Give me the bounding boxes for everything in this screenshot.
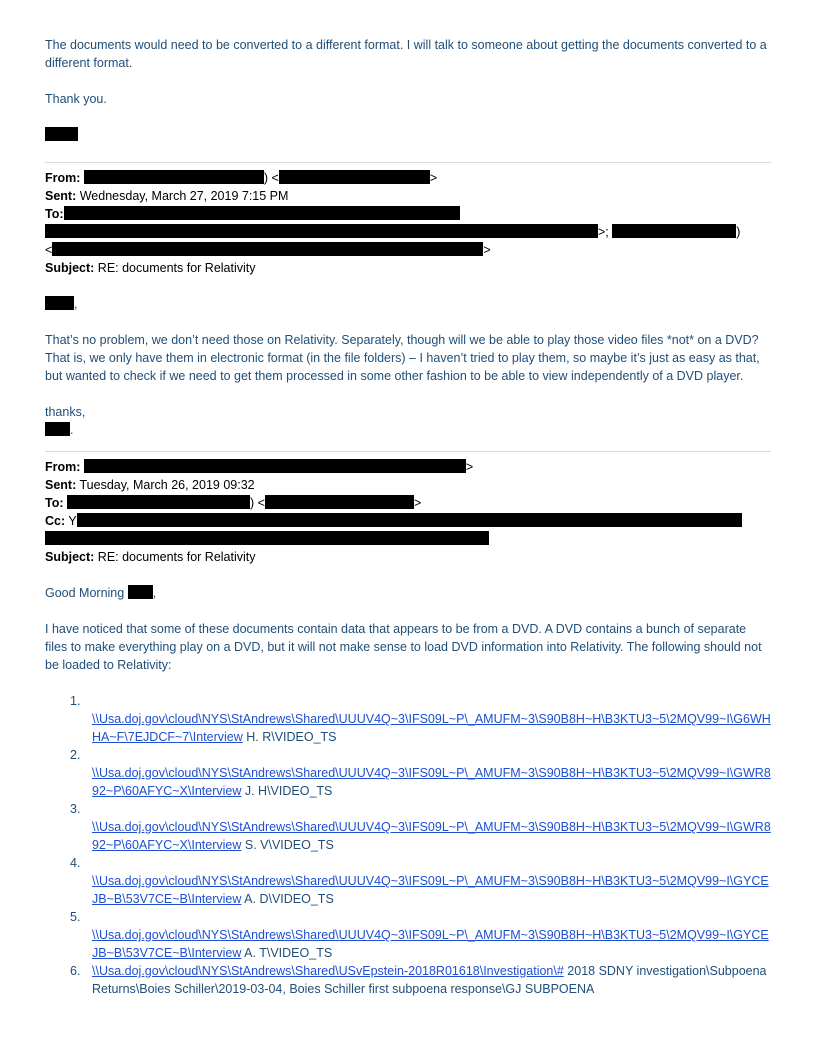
email2-to: To: ) < > xyxy=(45,496,422,510)
redacted-sender xyxy=(84,459,466,473)
list-item: 4. \\Usa.doj.gov\cloud\NYS\StAndrews\Shared\UUUV4Q~3\IFS09L~P\_AMUFM~3\S90B8H~H\B3KTU3~5\2MQV99~I\GYCEJB~B\53V7CE~B\Interview A. D\VIDEO_TS xyxy=(70,856,769,906)
reply-text: The documents would need to be converted to a different format. I will talk to someone about getting the documents converted to a different format. xyxy=(45,38,767,70)
redacted-recipient-name xyxy=(67,495,250,509)
redacted-sender-email xyxy=(279,170,430,184)
reply-thanks: Thank you. xyxy=(45,92,107,106)
file-path-list xyxy=(45,692,771,998)
redacted-recipient xyxy=(45,224,598,238)
redacted-recipient xyxy=(612,224,736,238)
file-path-link[interactable]: \\Usa.doj.gov\cloud\NYS\StAndrews\Shared\UUUV4Q~3\IFS09L~P\_AMUFM~3\S90B8H~H\B3KTU3~5\2MQV99~I\GYCEJB~B\53V7CE~B\Interview xyxy=(92,874,769,906)
email2-cc-cont xyxy=(45,530,771,548)
redacted-cc xyxy=(45,531,489,545)
redacted-recipient-email xyxy=(52,242,483,256)
email1-sent: Sent: Wednesday, March 27, 2019 7:15 PM xyxy=(45,189,289,203)
email1-to-cont2: < > xyxy=(45,243,491,257)
email2-sent: Sent: Tuesday, March 26, 2019 09:32 xyxy=(45,478,255,492)
file-path-link[interactable]: \\Usa.doj.gov\cloud\NYS\StAndrews\Shared\USvEpstein-2018R01618\Investigation\# xyxy=(92,964,564,978)
list-item: 2. \\Usa.doj.gov\cloud\NYS\StAndrews\Shared\UUUV4Q~3\IFS09L~P\_AMUFM~3\S90B8H~H\B3KTU3~5\2MQV99~I\GWR892~P\60AFYC~X\Interview J. H\VIDEO_TS xyxy=(70,748,771,798)
email1-subject: Subject: RE: documents for Relativity xyxy=(45,261,256,275)
email2-from: From: > xyxy=(45,460,474,474)
email2-body: I have noticed that some of these documents contain data that appears to be from a DVD. A DVD contains a bunch of separate files to make everything play on a DVD, but it will not make sense to load DVD information into Relativity. The following should not be loaded to Relativity: xyxy=(45,622,762,672)
email2-subject: Subject: RE: documents for Relativity xyxy=(45,550,256,564)
email-document: The documents would need to be converted to a different format. I will talk to someone about getting the documents converted to a different format. Thank you. From: ) < > Sent: Wednesday, March 27, 2019 7:15 PM To: >; ) < > Subject: RE: documents for Relativity , That’s no problem, we don’t need those on Relativity. Separately, though will we be able to play those video files *not* on a DVD? That is, we only have them in electronic format (in the file folders) – I haven’t tried to play them, so maybe it’s just as easy as that, but wanted to check if we need to get them processed in some other fashion to be able to view independently of a DVD player. thanks, . From: > Sent: Tuesday, March 26, 2019 09:32 To: ) < > Cc: Y Subject: RE: documents for Relativity Good Morning , I have noticed that some of these documents contain data that appears to be from a DVD. A DVD contains a bunch of separate files to make everything play on a DVD, but it will not make sense to load DVD information into Relativity. The following should not be loaded to Relativity: 1. \\Usa.doj.gov\cloud\NYS\StAndrews\Shared\UUUV4Q~3\IFS09L~P\_AMUFM~3\S90B8H~H\B3KTU3~5\2MQV99~I\G6WHHA~F\7EJDCF~7\Interview H. R\VIDEO_TS 2. \\Usa.doj.gov\cloud\NYS\StAndrews\Shared\UUUV4Q~3\IFS09L~P\_AMUFM~3\S90B8H~H\B3KTU3~5\2MQV99~I\GWR892~P\60AFYC~X\Interview J. H\VIDEO_TS 3. \\Usa.doj.gov\cloud\NYS\StAndrews\Shared\UUUV4Q~3\IFS09L~P\_AMUFM~3\S90B8H~H\B3KTU3~5\2MQV99~I\GWR892~P\60AFYC~X\Interview S. V\VIDEO_TS 4. \\Usa.doj.gov\cloud\NYS\StAndrews\Shared\UUUV4Q~3\IFS09L~P\_AMUFM~3\S90B8H~H\B3KTU3~5\2MQV99~I\GYCEJB~B\53V7CE~B\Interview A. D\VIDEO_TS 5. \\Usa.doj.gov\cloud\NYS\StAndrews\Shared\UUUV4Q~3\IFS09L~P\_AMUFM~3\S90B8H~H\B3KTU3~5\2MQV99~I\GYCEJB~B\53V7CE~B\Interview A. T\VIDEO_TS 6. \\Usa.doj.gov\cloud\NYS\StAndrews\Shared\USvEpstein-2018R01618\Investigation\# 2018 SDNY investigation\Subpoena Returns\Boies Schiller\2019-03-04, Boies Schiller first subpoena response\GJ SUBPOENA xyxy=(45,38,771,996)
email1-to-cont: >; ) xyxy=(45,223,771,241)
email2-header xyxy=(45,458,771,566)
email1-body: That’s no problem, we don’t need those on Relativity. Separately, though will we be able to play those video files *not* on a DVD? That is, we only have them in electronic format (in the file folders) – I haven’t tried to play them, so maybe it’s just as easy as that, but wanted to check if we need to get them processed in some other fashion to be able to view independently of a DVD player. xyxy=(45,333,760,383)
divider xyxy=(45,451,771,452)
email1-from: From: ) < > xyxy=(45,171,438,185)
redacted-recipient-email xyxy=(265,495,414,509)
redacted-greeting-name xyxy=(128,585,153,599)
email1-signoff: thanks, xyxy=(45,405,86,419)
list-item: 5. \\Usa.doj.gov\cloud\NYS\StAndrews\Shared\UUUV4Q~3\IFS09L~P\_AMUFM~3\S90B8H~H\B3KTU3~5\2MQV99~I\GYCEJB~B\53V7CE~B\Interview A. T\VIDEO_TS xyxy=(70,910,769,960)
list-item: 1. \\Usa.doj.gov\cloud\NYS\StAndrews\Shared\UUUV4Q~3\IFS09L~P\_AMUFM~3\S90B8H~H\B3KTU3~5\2MQV99~I\G6WHHA~F\7EJDCF~7\Interview H. R\VIDEO_TS xyxy=(70,694,771,744)
redacted-signature xyxy=(45,127,78,141)
email1-to: To: xyxy=(45,205,771,223)
redacted-cc xyxy=(77,513,742,527)
file-path-link[interactable]: \\Usa.doj.gov\cloud\NYS\StAndrews\Shared\UUUV4Q~3\IFS09L~P\_AMUFM~3\S90B8H~H\B3KTU3~5\2MQV99~I\GWR892~P\60AFYC~X\Interview xyxy=(92,820,771,852)
redacted-greeting-name xyxy=(45,296,74,310)
list-item: 6. \\Usa.doj.gov\cloud\NYS\StAndrews\Shared\USvEpstein-2018R01618\Investigation\# 2018 SDNY investigation\Subpoena Returns\Boies Schiller\2019-03-04, Boies Schiller first subpoena response\GJ SUBPOENA xyxy=(70,964,767,996)
email2-greeting: Good Morning , xyxy=(45,586,157,600)
list-item: 3. \\Usa.doj.gov\cloud\NYS\StAndrews\Shared\UUUV4Q~3\IFS09L~P\_AMUFM~3\S90B8H~H\B3KTU3~5\2MQV99~I\GWR892~P\60AFYC~X\Interview S. V\VIDEO_TS xyxy=(70,802,771,852)
email2-cc: Cc: Y xyxy=(45,512,771,530)
file-path-link[interactable]: \\Usa.doj.gov\cloud\NYS\StAndrews\Shared\UUUV4Q~3\IFS09L~P\_AMUFM~3\S90B8H~H\B3KTU3~5\2MQV99~I\GYCEJB~B\53V7CE~B\Interview xyxy=(92,928,769,960)
redacted-sender-name xyxy=(84,170,264,184)
redacted-recipient xyxy=(64,206,460,220)
divider xyxy=(45,162,771,163)
file-path-link[interactable]: \\Usa.doj.gov\cloud\NYS\StAndrews\Shared\UUUV4Q~3\IFS09L~P\_AMUFM~3\S90B8H~H\B3KTU3~5\2MQV99~I\GWR892~P\60AFYC~X\Interview xyxy=(92,766,771,798)
file-path-link[interactable]: \\Usa.doj.gov\cloud\NYS\StAndrews\Shared\UUUV4Q~3\IFS09L~P\_AMUFM~3\S90B8H~H\B3KTU3~5\2MQV99~I\G6WHHA~F\7EJDCF~7\Interview xyxy=(92,712,771,744)
redacted-signature xyxy=(45,422,70,436)
email1-header xyxy=(45,169,771,277)
